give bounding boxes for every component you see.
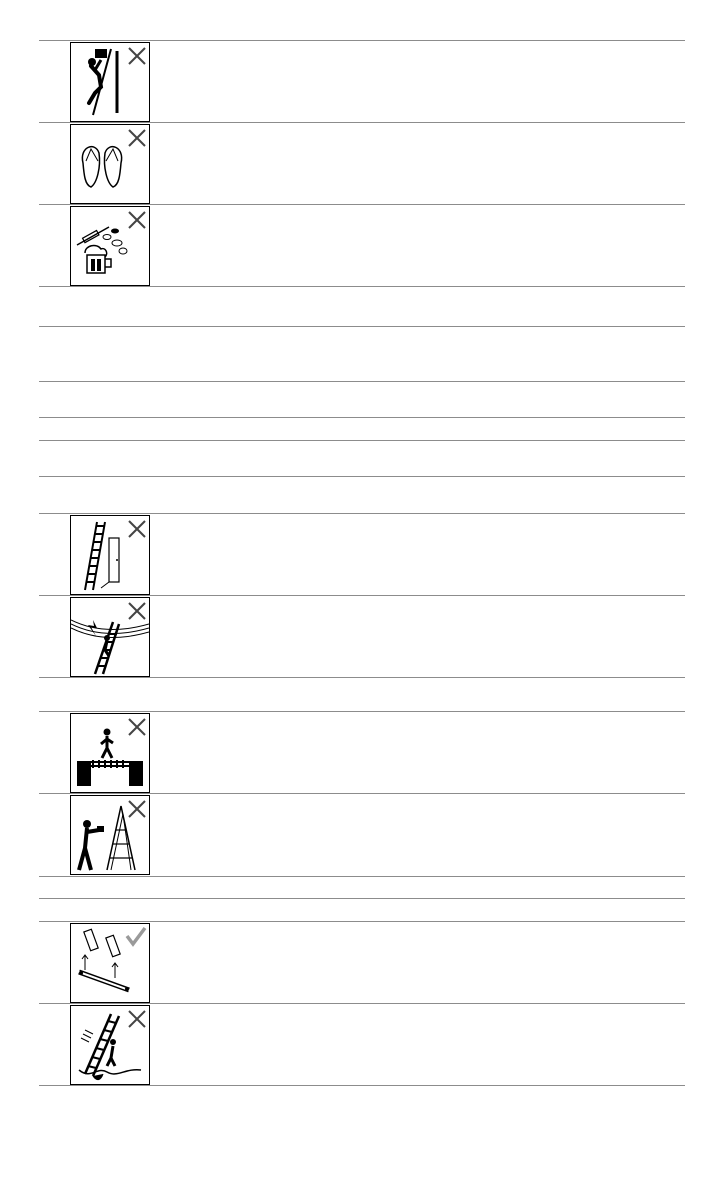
row-divider	[39, 417, 685, 418]
pictogram-ladder-power-lines	[70, 597, 150, 677]
row-divider	[39, 876, 685, 877]
row-divider	[39, 326, 685, 327]
flip-flops-icon	[71, 125, 149, 203]
prohibited-x-icon	[129, 521, 145, 537]
climbing-over-ladder-top-icon	[71, 43, 149, 121]
prohibited-x-icon	[129, 212, 145, 228]
pictogram-drugs-alcohol	[70, 206, 150, 286]
ladder-at-door-icon	[71, 516, 149, 594]
ladder-as-bridge-icon	[71, 714, 149, 792]
row-divider	[39, 286, 685, 287]
row-divider	[39, 476, 685, 477]
prohibited-x-icon	[129, 48, 145, 64]
row-divider	[39, 40, 685, 41]
pictogram-ladder-at-door	[70, 515, 150, 595]
row-divider	[39, 1085, 685, 1086]
ladder-on-soft-ground-icon	[71, 1006, 149, 1084]
row-divider	[39, 677, 685, 678]
row-divider	[39, 381, 685, 382]
allowed-check-icon	[127, 928, 145, 944]
row-divider	[39, 793, 685, 794]
prohibited-x-icon	[129, 801, 145, 817]
prohibited-x-icon	[129, 1011, 145, 1027]
row-divider	[39, 921, 685, 922]
pictogram-ladder-soft-ground	[70, 1005, 150, 1085]
pictogram-ladder-feet-install	[70, 923, 150, 1003]
row-divider	[39, 711, 685, 712]
row-divider	[39, 513, 685, 514]
prohibited-x-icon	[129, 130, 145, 146]
prohibited-x-icon	[129, 603, 145, 619]
ladder-near-power-lines-icon	[71, 598, 149, 676]
row-divider	[39, 204, 685, 205]
stepladder-side-load-icon	[71, 796, 149, 874]
row-divider	[39, 595, 685, 596]
ladder-feet-install-icon	[71, 924, 149, 1002]
row-divider	[39, 440, 685, 441]
row-divider	[39, 1003, 685, 1004]
prohibited-x-icon	[129, 719, 145, 735]
pictogram-ladder-bridge	[70, 713, 150, 793]
pictogram-stepladder-side-load	[70, 795, 150, 875]
drugs-alcohol-icon	[71, 207, 149, 285]
row-divider	[39, 898, 685, 899]
pictogram-flip-flops	[70, 124, 150, 204]
pictogram-climb-over-top	[70, 42, 150, 122]
row-divider	[39, 122, 685, 123]
